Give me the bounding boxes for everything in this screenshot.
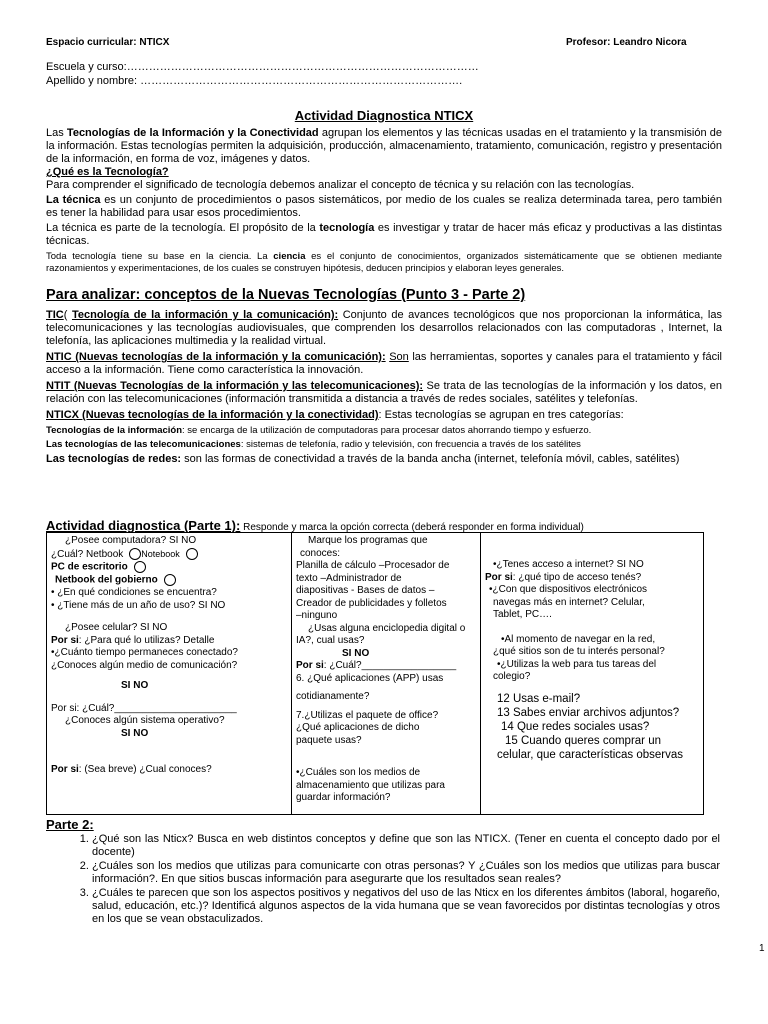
radio-netbook-gobierno[interactable] xyxy=(164,574,176,586)
activity-heading: Actividad diagnostica (Parte 1): Responde y marca la opción correcta (deberá responder en forma individual) xyxy=(46,518,584,533)
activity-col-3: •¿Tenes acceso a internet? SI NO Por si: ¿qué tipo de acceso tenés? •¿Con que dispositivos electrónicos navegas más en internet? Celular, Tablet, PC…. •Al momento de navegar en la red, ¿qué sitios son de tu interés personal? •¿Utilizas la web para tus tareas del colegio? 12 Usas e-mail? 13 Sabes enviar archivos adjuntos? 14 Que redes sociales usas? 15 Cuando queres comprar un celular, que características observas xyxy=(481,533,704,815)
tech-question: ¿Qué es la Tecnología? xyxy=(46,166,169,178)
activity-table xyxy=(46,532,704,815)
part2-item: 3. ¿Cuáles te parecen que son los aspectos positivos y negativos del uso de las Nticx en los diferentes ámbitos (laboral, hogareño, salud, educación, etc.)? Identificá algunos aspectos de la vida humana que se vean favorecidos por distintas tecnologías y otros en los que se vean obstaculizados. xyxy=(92,887,720,926)
page-title: Actividad Diagnostica NTICX xyxy=(294,108,474,123)
page-number: 1 xyxy=(759,943,765,954)
name-field: Apellido y nombre: ……………………………………………………………………………. xyxy=(46,75,463,87)
activity-col-1: ¿Posee computadora? SI NO ¿Cuál? Netbook Notebook PC de escritorio Netbook del gobierno • ¿En qué condiciones se encuentra? • ¿Tiene más de un año de uso? SI NO ¿Posee celular? SI NO Por si: ¿Para qué lo utilizas? Detalle •¿Cuánto tiempo permaneces conectado? ¿Conoces algún medio de comunicación? SI NO Por si: ¿Cuál?______________________ ¿Conoces algún sistema operativo? SI NO Por si: (Sea breve) ¿Cual conoces? xyxy=(47,533,292,815)
radio-netbook[interactable] xyxy=(129,548,141,560)
school-field: Escuela y curso:…………………………………………………………………………………… xyxy=(46,61,479,73)
teacher-label: Profesor: Leandro Nicora xyxy=(566,37,687,48)
intro-block: Las Tecnologías de la Información y la Conectividad agrupan los elementos y las técnicas usadas en el tratamiento y la transmisión de la información. Estas tecnologías permiten la adquisición, producción, almacenamiento, tratamiento, comunicación, registro y presentación de la información, en forma de voz, imágenes y datos. ¿Qué es la Tecnología? Para comprender el significado de tecnología debemos analizar el concepto de técnica y su relación con las tecnologías. La técnica es un conjunto de procedimientos o pasos sistemáticos, por medio de los cuales se realiza determinada tarea, pero también es tener la habilidad para usar esos procedimientos. La técnica es parte de la tecnología. El propósito de la tecnología es investigar y tratar de hacer más eficaz y productivas a las distintas técnicas. Toda tecnología tiene su base en la ciencia. La ciencia es el conjunto de conocimientos, organizados sistemáticamente que se obtienen mediante razonamientos y experimentaciones, de los cuales se construyen hipótesis, deducen principios y elaboran leyes generales. xyxy=(46,127,723,274)
subject-label: Espacio curricular: NTICX xyxy=(46,37,170,48)
part2-list xyxy=(66,833,720,927)
section-title: Para analizar: conceptos de la Nuevas Tecnologías (Punto 3 - Parte 2) xyxy=(46,287,526,303)
part2-item: 2. ¿Cuáles son los medios que utilizas para comunicarte con otras personas? Y ¿Cuáles son los medios que utilizas para buscar información?. En que sitios buscas información para asegurarte que los resultados sean reales? xyxy=(92,860,720,886)
definitions-block: TIC( Tecnología de la información y la comunicación): Conjunto de avances tecnológicos que nos proporcionan la informática, las telecomunicaciones y las tecnologías audiovisuales, que comprenden los desarrollos relacionados con las computadoras , Internet, la telefonía, las aplicaciones multimedia y la realidad virtual. NTIC (Nuevas tecnologías de la información y la comunicación): Son las herramientas, soportes y canales para el tratamiento y fácil acceso a la información. Tiene como característica la innovación. NTIT (Nuevas Tecnologías de la información y las telecomunicaciones): Se trata de las tecnologías de la información y los datos, en relación con las telecomunicaciones (información transmitida a distancia a través de redes sociales, satélites y telefonías. NTICX (Nuevas tecnologías de la información y la conectividad): Estas tecnologías se agrupan en tres categorías: Tecnologías de la información: se encarga de la utilización de computadoras para procesar datos ahorrando tiempo y esfuerzo. Las tecnologías de las telecomunicaciones: sistemas de telefonía, radio y televisión, con frecuencia a través de los satélites Las tecnologías de redes: son las formas de conectividad a través de la banda ancha (internet, telefonía móvil, cables, satélites) xyxy=(46,309,722,465)
radio-notebook[interactable] xyxy=(186,548,198,560)
radio-pc[interactable] xyxy=(134,561,146,573)
part2-item: 1. ¿Qué son las Nticx? Busca en web distintos conceptos y define que son las NTICX. (Tener en cuenta el concepto dado por el docente) xyxy=(92,833,720,859)
part2-title: Parte 2: xyxy=(46,817,94,832)
activity-col-2: Marque los programas que conoces: Planilla de cálculo –Procesador de texto –Administrador de diapositivas - Bases de datos – Creador de publicidades y folletos –ninguno ¿Usas alguna enciclopedia digital o IA?, cual usas? SI NO Por si: ¿Cuál?_________________ 6. ¿Qué aplicaciones (APP) usas cotidianamente? 7.¿Utilizas el paquete de office? ¿Qué aplicaciones de dicho paquete usas? •¿Cuáles son los medios de almacenamiento que utilizas para guardar información? xyxy=(292,533,481,815)
